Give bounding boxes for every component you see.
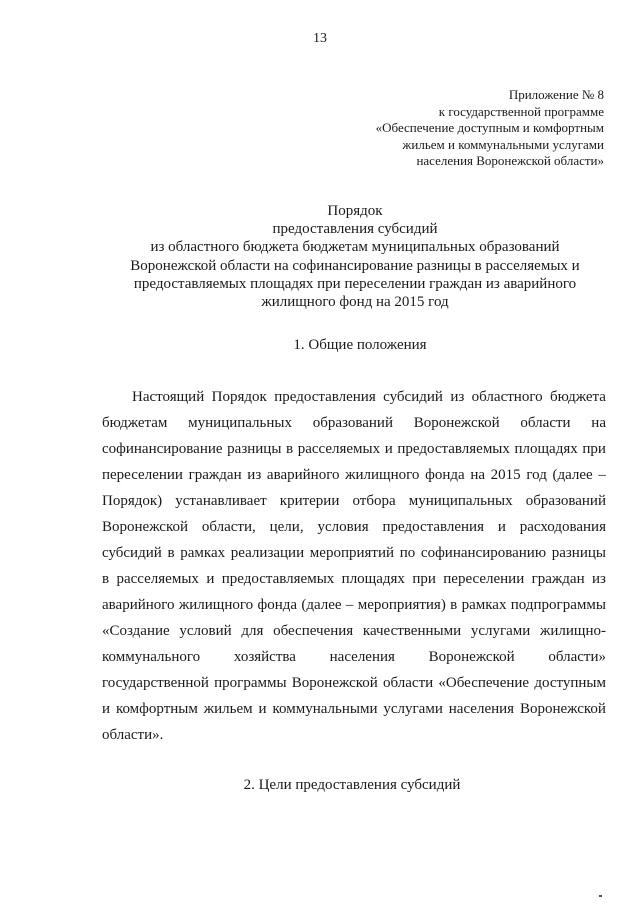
title-line: из областного бюджета бюджетам муниципальных образований [150, 239, 560, 256]
paragraph-word: критерии [279, 493, 340, 509]
paragraph-word: переселении [443, 571, 525, 587]
paragraph-line [102, 514, 606, 540]
document-title [60, 202, 640, 311]
paragraph-word: отбора [352, 493, 396, 509]
paragraph-line [102, 670, 606, 696]
paragraph-word: муниципальных [408, 493, 513, 509]
paragraph-word: области [520, 415, 571, 431]
paragraph-word: и [102, 701, 111, 717]
paragraph-word: Порядок [211, 389, 267, 405]
paragraph-word: хозяйства [233, 649, 296, 665]
paragraph-word: жилищного [178, 597, 254, 613]
paragraph-word: софинансирование [102, 441, 223, 457]
paragraph-word: из [592, 571, 606, 587]
paragraph-word: (далее [301, 597, 342, 613]
paragraph-word: устанавливает [175, 493, 267, 509]
paragraph-word: Порядок) [102, 493, 163, 509]
paragraph-word: в [167, 545, 175, 561]
paragraph-word: аварийного [266, 467, 340, 483]
paragraph-line [102, 540, 606, 566]
paragraph-word: Воронежской [291, 675, 378, 691]
paragraph-word: образований [312, 415, 393, 431]
paragraph-word: и [258, 701, 267, 717]
section-paragraph [102, 384, 606, 748]
paragraph-word: Воронежской [413, 415, 500, 431]
paragraph-word: субсидий [102, 545, 162, 561]
appendix-note [304, 87, 604, 170]
paragraph-word: бюджета [550, 389, 606, 405]
title-line: Воронежской области на софинансирование разницы в расселяемых и [130, 257, 580, 274]
paragraph-word: комфортным [115, 701, 198, 717]
paragraph-word: субсидий [383, 389, 443, 405]
paragraph-word: качественными [362, 623, 462, 639]
title-line: жилищного фонд на 2015 год [261, 294, 449, 311]
paragraph-word: 2015 [490, 467, 521, 483]
paragraph-word: на [591, 415, 606, 431]
paragraph-line [102, 644, 606, 670]
paragraph-word: областного [471, 389, 543, 405]
paragraph-word: рамках [461, 597, 507, 613]
appendix-line: жильем и коммунальными услугами [402, 136, 604, 152]
paragraph-word: «Создание [102, 623, 170, 639]
paragraph-word: предоставляемых [221, 571, 335, 587]
paragraph-word: площадях [341, 571, 405, 587]
paragraph-text: области». [102, 727, 164, 743]
paragraph-word: для [241, 623, 264, 639]
paragraph-word: области, [201, 519, 256, 535]
paragraph-word: разницы [551, 545, 606, 561]
paragraph-line [102, 722, 606, 748]
paragraph-word: переселении [102, 467, 183, 483]
paragraph-word: софинансированию [420, 545, 547, 561]
paragraph-word: Воронежской [102, 519, 188, 535]
title-line: предоставления субсидий [272, 221, 438, 238]
paragraph-word: доступным [534, 675, 606, 691]
paragraph-word: образований [525, 493, 606, 509]
paragraph-word: расселяемых [116, 571, 199, 587]
paragraph-word: – [345, 597, 354, 613]
paragraph-word: подпрограммы [510, 597, 606, 613]
paragraph-word: коммунального [102, 649, 201, 665]
paragraph-line [102, 410, 606, 436]
paragraph-word: при [412, 571, 436, 587]
paragraph-word: из [247, 467, 262, 483]
title-line: Порядок [327, 203, 383, 219]
paragraph-word: из [450, 389, 465, 405]
paragraph-word: услугами [470, 623, 531, 639]
paragraph-word: жилищного [345, 467, 420, 483]
paragraph-word: жильем [203, 701, 253, 717]
paragraph-line [102, 488, 606, 514]
paragraph-word: услугами [383, 701, 443, 717]
paragraph-word: – [598, 467, 606, 483]
appendix-line: к государственной программе [438, 103, 604, 119]
appendix-line: Приложение № 8 [508, 87, 604, 102]
appendix-line: населения Воронежской области» [416, 153, 604, 168]
paragraph-word: предоставляемых [397, 441, 510, 457]
paragraph-line [102, 436, 606, 462]
paragraph-word: площадях [514, 441, 578, 457]
paragraph-word: муниципальных [188, 415, 292, 431]
paragraph-word: цели, [269, 519, 304, 535]
section-heading-goals: 2. Цели предоставления субсидий [243, 777, 461, 793]
paragraph-line [102, 462, 606, 488]
paragraph-word: фонда [425, 467, 465, 483]
paragraph-word: аварийного [102, 597, 175, 613]
paragraph-word: в [450, 597, 458, 613]
paragraph-word: населения [448, 701, 515, 717]
paragraph-word: фонда [257, 597, 298, 613]
paragraph-word: предоставления [274, 389, 376, 405]
paragraph-word: граждан [531, 571, 585, 587]
paragraph-word: на [470, 467, 485, 483]
section-heading-general: 1. Общие положения [293, 337, 427, 353]
paragraph-word: (далее [552, 467, 593, 483]
paragraph-word: и [384, 441, 393, 457]
paragraph-word: Воронежской [519, 701, 606, 717]
paragraph-word: разницы [227, 441, 282, 457]
paragraph-word: предоставления [382, 519, 484, 535]
paragraph-word: реализации [230, 545, 305, 561]
paragraph-word: Настоящий [132, 389, 205, 405]
paragraph-word: и [497, 519, 506, 535]
title-line: предоставляемых площадях при переселении граждан из аварийного [133, 275, 577, 292]
paragraph-word: рамках [180, 545, 226, 561]
paragraph-word: программы [214, 675, 287, 691]
paragraph-word: граждан [188, 467, 242, 483]
paragraph-word: мероприятия) [357, 597, 446, 613]
paragraph-word: области [383, 675, 434, 691]
page-number: 13 [313, 31, 327, 46]
paragraph-word: области» [548, 649, 606, 665]
paragraph-word: жилищно- [540, 623, 606, 639]
appendix-line: «Обеспечение доступным и комфортным [375, 120, 604, 135]
paragraph-word: мероприятий [309, 545, 395, 561]
paragraph-word: при [582, 441, 606, 457]
paragraph-line [102, 566, 606, 592]
paragraph-word: расселяемых [297, 441, 381, 457]
paragraph-word: в [102, 571, 110, 587]
paragraph-word: бюджетам [102, 415, 168, 431]
paragraph-word: коммунальными [272, 701, 378, 717]
paragraph-word: по [399, 545, 416, 561]
paragraph-line [102, 696, 606, 722]
paragraph-line [102, 592, 606, 618]
scan-mark [599, 895, 602, 897]
paragraph-word: обеспечения [273, 623, 354, 639]
paragraph-line [102, 384, 606, 410]
paragraph-word: условий [179, 623, 232, 639]
paragraph-word: условия [317, 519, 369, 535]
paragraph-word: год [526, 467, 547, 483]
paragraph-word: и [206, 571, 215, 587]
paragraph-word: Воронежской [428, 649, 515, 665]
paragraph-word: населения [329, 649, 395, 665]
paragraph-word: государственной [102, 675, 209, 691]
paragraph-word: расходования [519, 519, 606, 535]
paragraph-word: «Обеспечение [438, 675, 530, 691]
paragraph-word: в [286, 441, 294, 457]
paragraph-line [102, 618, 606, 644]
